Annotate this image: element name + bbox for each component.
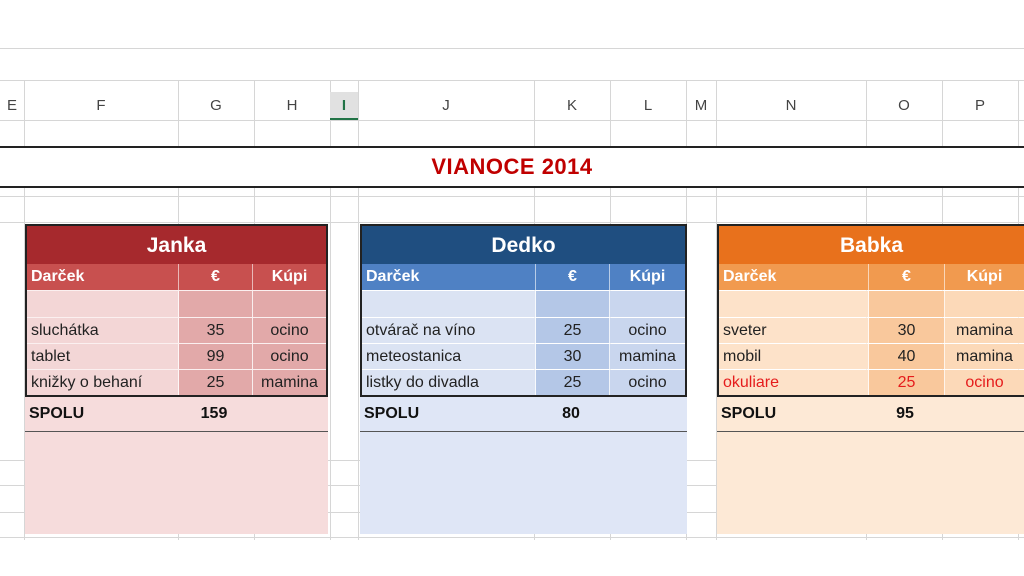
- header-price[interactable]: €: [869, 264, 945, 290]
- table-row: [719, 290, 1024, 317]
- grid-line: [0, 80, 1024, 81]
- cell-gift[interactable]: meteostanica: [362, 344, 536, 369]
- cell-gift[interactable]: tablet: [27, 344, 179, 369]
- cell-price[interactable]: 30: [869, 318, 945, 343]
- column-header-p[interactable]: P: [974, 97, 985, 114]
- table-title[interactable]: Dedko: [360, 224, 687, 264]
- total-value[interactable]: 80: [562, 405, 580, 422]
- header-buyer[interactable]: Kúpi: [271, 268, 308, 285]
- column-header-k[interactable]: K: [566, 97, 577, 114]
- table-header-row: [25, 264, 328, 290]
- header-buyer[interactable]: Kúpi: [629, 268, 666, 285]
- empty-cells[interactable]: [360, 432, 687, 534]
- cell-gift[interactable]: knižky o behaní: [27, 370, 179, 395]
- gift-table-babka: [717, 224, 1024, 534]
- grid-line: [0, 120, 1024, 121]
- header-gift[interactable]: Darček: [27, 264, 179, 290]
- table-row: [27, 290, 326, 317]
- table-row: [362, 290, 685, 317]
- cell-buyer[interactable]: mamina: [253, 370, 326, 395]
- cell-price[interactable]: 25: [536, 370, 610, 395]
- table-header-row: [360, 264, 687, 290]
- column-header-e[interactable]: E: [6, 97, 17, 114]
- table-row: [362, 343, 685, 369]
- cell-buyer[interactable]: ocino: [610, 370, 685, 395]
- empty-cells[interactable]: [25, 432, 328, 534]
- total-label[interactable]: SPOLU: [364, 405, 420, 422]
- gift-table-janka: [25, 224, 328, 534]
- cell-gift[interactable]: sluchátka: [27, 318, 179, 343]
- header-price[interactable]: €: [179, 264, 253, 290]
- header-gift[interactable]: Darček: [719, 264, 869, 290]
- total-label[interactable]: SPOLU: [721, 405, 777, 422]
- cell-price[interactable]: [179, 291, 253, 317]
- cell-price[interactable]: 25: [869, 370, 945, 395]
- cell-gift[interactable]: [27, 291, 179, 317]
- cell-buyer[interactable]: ocino: [253, 344, 326, 369]
- table-row: [362, 369, 685, 395]
- column-header-j[interactable]: J: [442, 97, 450, 114]
- cell-price[interactable]: 99: [179, 344, 253, 369]
- total-row: [360, 397, 687, 432]
- grid-line: [0, 222, 1024, 223]
- table-body: [360, 290, 687, 397]
- table-title[interactable]: Babka: [717, 224, 1024, 264]
- grid-line: [0, 48, 1024, 49]
- cell-buyer[interactable]: mamina: [610, 344, 685, 369]
- header-price[interactable]: €: [536, 264, 610, 290]
- cell-buyer[interactable]: [253, 291, 326, 317]
- cell-buyer[interactable]: ocino: [610, 318, 685, 343]
- grid-line: [0, 196, 1024, 197]
- empty-cells[interactable]: [717, 432, 1024, 534]
- table-row: [362, 317, 685, 343]
- cell-buyer[interactable]: mamina: [945, 344, 1024, 369]
- cell-gift[interactable]: [362, 291, 536, 317]
- table-row: [27, 317, 326, 343]
- table-header-row: [717, 264, 1024, 290]
- table-title[interactable]: Janka: [25, 224, 328, 264]
- column-header-l[interactable]: L: [643, 97, 653, 114]
- cell-buyer[interactable]: mamina: [945, 318, 1024, 343]
- total-row: [25, 397, 328, 432]
- table-row: [719, 317, 1024, 343]
- cell-gift[interactable]: [719, 291, 869, 317]
- cell-price[interactable]: 40: [869, 344, 945, 369]
- table-body: [25, 290, 328, 397]
- cell-gift[interactable]: listky do divadla: [362, 370, 536, 395]
- table-row: [719, 343, 1024, 369]
- cell-price[interactable]: [869, 291, 945, 317]
- cell-price[interactable]: 25: [536, 318, 610, 343]
- total-value[interactable]: 159: [200, 405, 228, 422]
- header-gift[interactable]: Darček: [362, 264, 536, 290]
- cell-gift[interactable]: mobil: [719, 344, 869, 369]
- cell-gift[interactable]: sveter: [719, 318, 869, 343]
- table-row: [719, 369, 1024, 395]
- column-header-f[interactable]: F: [96, 97, 106, 114]
- column-header-n[interactable]: N: [785, 97, 797, 114]
- cell-buyer[interactable]: ocino: [253, 318, 326, 343]
- title-band: [0, 146, 1024, 188]
- total-row: [717, 397, 1024, 432]
- cell-gift[interactable]: otvárač na víno: [362, 318, 536, 343]
- cell-price[interactable]: 35: [179, 318, 253, 343]
- total-value[interactable]: 95: [896, 405, 914, 422]
- cell-buyer[interactable]: [945, 291, 1024, 317]
- table-row: [27, 369, 326, 395]
- header-buyer[interactable]: Kúpi: [966, 268, 1003, 285]
- cell-buyer[interactable]: [610, 291, 685, 317]
- column-header-o[interactable]: O: [898, 97, 910, 114]
- grid-line: [0, 537, 1024, 538]
- table-body: [717, 290, 1024, 397]
- gift-table-dedko: [360, 224, 687, 534]
- cell-price[interactable]: 30: [536, 344, 610, 369]
- sheet-title[interactable]: VIANOCE 2014: [431, 154, 593, 179]
- column-header-g[interactable]: G: [210, 97, 222, 114]
- cell-buyer[interactable]: ocino: [945, 370, 1024, 395]
- table-row: [27, 343, 326, 369]
- cell-price[interactable]: 25: [179, 370, 253, 395]
- total-label[interactable]: SPOLU: [29, 405, 85, 422]
- column-header-h[interactable]: H: [286, 97, 298, 114]
- cell-gift[interactable]: okuliare: [719, 370, 869, 395]
- cell-price[interactable]: [536, 291, 610, 317]
- column-header-i[interactable]: I: [330, 92, 358, 120]
- column-header-m[interactable]: M: [694, 97, 708, 114]
